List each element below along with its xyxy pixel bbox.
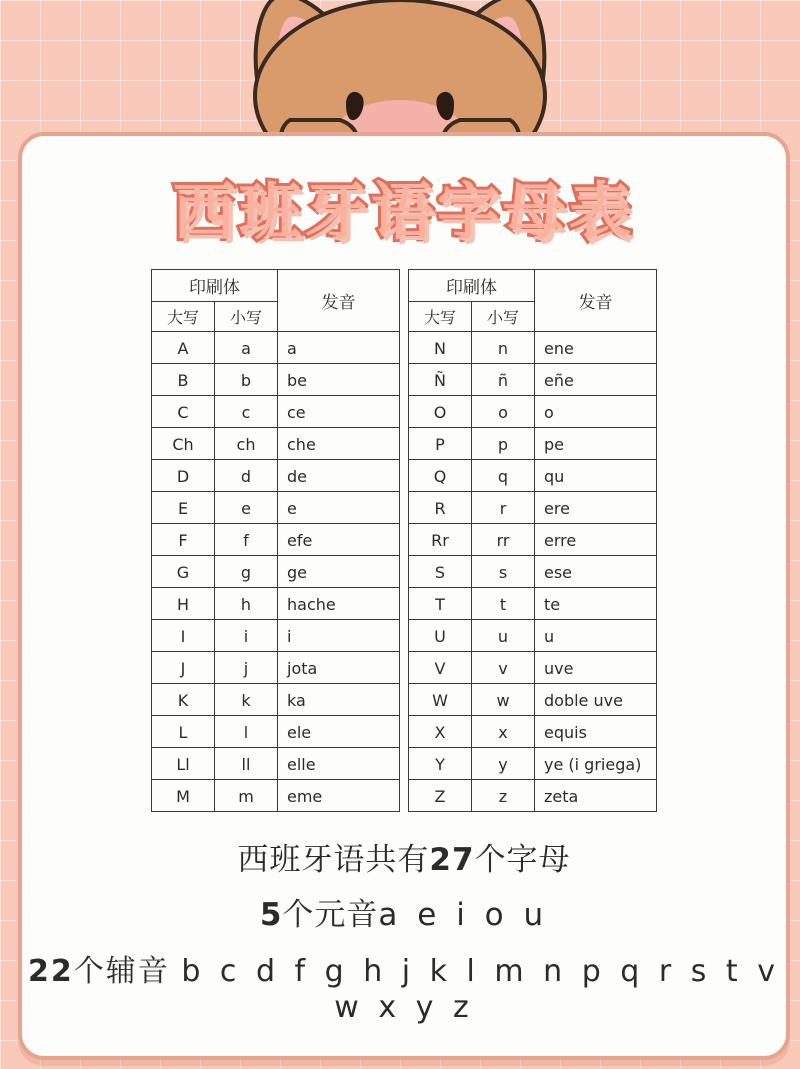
cell-lowercase: u [472, 620, 535, 652]
cell-lowercase: l [215, 716, 278, 748]
cell-uppercase: J [152, 652, 215, 684]
cell-uppercase: Y [409, 748, 472, 780]
cell-lowercase: ch [215, 428, 278, 460]
cell-lowercase: k [215, 684, 278, 716]
cell-lowercase: y [472, 748, 535, 780]
cell-lowercase: w [472, 684, 535, 716]
cell-uppercase: O [409, 396, 472, 428]
cell-lowercase: j [215, 652, 278, 684]
cell-lowercase: ñ [472, 364, 535, 396]
cell-pronunciation: u [535, 620, 657, 652]
cell-pronunciation: uve [535, 652, 657, 684]
table-row [409, 748, 657, 780]
cell-pronunciation: e [278, 492, 400, 524]
table-row [409, 492, 657, 524]
cell-uppercase: D [152, 460, 215, 492]
header-uppercase: 大写 [152, 302, 215, 332]
cell-lowercase: i [215, 620, 278, 652]
cell-uppercase: T [409, 588, 472, 620]
table-row [152, 460, 400, 492]
table-row [409, 588, 657, 620]
cell-uppercase: Ñ [409, 364, 472, 396]
cell-pronunciation: hache [278, 588, 400, 620]
cell-uppercase: H [152, 588, 215, 620]
cell-uppercase: Z [409, 780, 472, 812]
header-lowercase: 小写 [472, 302, 535, 332]
table-row [409, 652, 657, 684]
cell-pronunciation: ka [278, 684, 400, 716]
cell-uppercase: Ch [152, 428, 215, 460]
cell-lowercase: h [215, 588, 278, 620]
header-uppercase: 大写 [409, 302, 472, 332]
cell-lowercase: c [215, 396, 278, 428]
table-body-right [409, 332, 657, 812]
cell-lowercase: t [472, 588, 535, 620]
cell-uppercase: K [152, 684, 215, 716]
cell-uppercase: M [152, 780, 215, 812]
header-pronunciation: 发音 [278, 270, 400, 332]
table-row [409, 428, 657, 460]
cell-pronunciation: doble uve [535, 684, 657, 716]
table-row [152, 652, 400, 684]
table-row [409, 620, 657, 652]
table-row [409, 524, 657, 556]
cell-uppercase: L [152, 716, 215, 748]
cell-lowercase: p [472, 428, 535, 460]
cell-lowercase: ll [215, 748, 278, 780]
cell-lowercase: n [472, 332, 535, 364]
cell-pronunciation: ere [535, 492, 657, 524]
table-row [152, 588, 400, 620]
cell-lowercase: g [215, 556, 278, 588]
note-consonant-suffix: 个辅音 [73, 954, 170, 989]
table-row [409, 684, 657, 716]
cell-pronunciation: ge [278, 556, 400, 588]
table-row [152, 332, 400, 364]
header-lowercase: 小写 [215, 302, 278, 332]
note-total-prefix: 西班牙语共有 [237, 842, 430, 878]
cell-pronunciation: jota [278, 652, 400, 684]
cell-uppercase: C [152, 396, 215, 428]
page-title: 西班牙语字母表 [172, 175, 635, 248]
table-row [409, 780, 657, 812]
cell-pronunciation: zeta [535, 780, 657, 812]
cell-pronunciation: eñe [535, 364, 657, 396]
cell-lowercase: e [215, 492, 278, 524]
cell-pronunciation: eme [278, 780, 400, 812]
summary-notes [22, 834, 786, 1025]
header-print: 印刷体 [152, 270, 278, 302]
cell-uppercase: W [409, 684, 472, 716]
cell-pronunciation: be [278, 364, 400, 396]
cell-pronunciation: efe [278, 524, 400, 556]
note-vowel-list: a e i o u [378, 897, 549, 933]
poster-card [18, 132, 790, 1060]
note-consonant-number: 22 [28, 954, 74, 989]
table-row [409, 332, 657, 364]
table-row [409, 556, 657, 588]
table-row [152, 780, 400, 812]
table-row [152, 716, 400, 748]
cell-pronunciation: te [535, 588, 657, 620]
note-vowel-number: 5 [259, 897, 283, 933]
table-row [409, 396, 657, 428]
table-row [152, 524, 400, 556]
alphabet-table-right [408, 269, 657, 812]
cell-lowercase: x [472, 716, 535, 748]
cell-uppercase: N [409, 332, 472, 364]
cell-pronunciation: de [278, 460, 400, 492]
cell-uppercase: I [152, 620, 215, 652]
table-row [152, 748, 400, 780]
cell-uppercase: B [152, 364, 215, 396]
note-total-letters [22, 834, 786, 879]
cell-lowercase: b [215, 364, 278, 396]
table-body-left [152, 332, 400, 812]
note-vowel-suffix: 个元音 [282, 897, 379, 933]
cell-lowercase: q [472, 460, 535, 492]
cell-lowercase: o [472, 396, 535, 428]
cell-pronunciation: ye (i griega) [535, 748, 657, 780]
cell-uppercase: S [409, 556, 472, 588]
cell-lowercase: r [472, 492, 535, 524]
cell-uppercase: G [152, 556, 215, 588]
alphabet-tables [22, 269, 786, 812]
cell-lowercase: z [472, 780, 535, 812]
cell-pronunciation: pe [535, 428, 657, 460]
note-consonant-list: b c d f g h j k l m n p q r s t v w x y z [181, 954, 780, 1025]
note-total-suffix: 个字母 [474, 842, 571, 878]
cell-uppercase: P [409, 428, 472, 460]
cell-uppercase: X [409, 716, 472, 748]
cell-uppercase: Ll [152, 748, 215, 780]
table-row [152, 492, 400, 524]
table-row [152, 684, 400, 716]
table-header-row-group [409, 270, 657, 302]
cell-uppercase: R [409, 492, 472, 524]
cell-uppercase: Q [409, 460, 472, 492]
cell-uppercase: U [409, 620, 472, 652]
table-row [409, 364, 657, 396]
table-header-row-group [152, 270, 400, 302]
cell-pronunciation: ele [278, 716, 400, 748]
note-total-number: 27 [429, 842, 475, 878]
cell-lowercase: d [215, 460, 278, 492]
table-row [152, 556, 400, 588]
table-row [152, 620, 400, 652]
cell-lowercase: rr [472, 524, 535, 556]
cell-pronunciation: ce [278, 396, 400, 428]
cell-uppercase: V [409, 652, 472, 684]
table-row [152, 428, 400, 460]
table-row [409, 716, 657, 748]
table-row [152, 364, 400, 396]
table-row [409, 460, 657, 492]
note-vowels [22, 889, 786, 934]
cell-pronunciation: i [278, 620, 400, 652]
cell-lowercase: a [215, 332, 278, 364]
cell-uppercase: A [152, 332, 215, 364]
cell-pronunciation: elle [278, 748, 400, 780]
table-row [152, 396, 400, 428]
cell-lowercase: f [215, 524, 278, 556]
alphabet-table-left [151, 269, 400, 812]
note-consonants [22, 946, 786, 1025]
cell-uppercase: Rr [409, 524, 472, 556]
cell-pronunciation: a [278, 332, 400, 364]
cell-lowercase: m [215, 780, 278, 812]
cell-pronunciation: che [278, 428, 400, 460]
cell-pronunciation: qu [535, 460, 657, 492]
cell-lowercase: v [472, 652, 535, 684]
cell-uppercase: E [152, 492, 215, 524]
header-print: 印刷体 [409, 270, 535, 302]
cell-pronunciation: erre [535, 524, 657, 556]
header-pronunciation: 发音 [535, 270, 657, 332]
cell-pronunciation: o [535, 396, 657, 428]
cell-pronunciation: equis [535, 716, 657, 748]
cell-pronunciation: ene [535, 332, 657, 364]
cell-uppercase: F [152, 524, 215, 556]
cell-pronunciation: ese [535, 556, 657, 588]
cell-lowercase: s [472, 556, 535, 588]
